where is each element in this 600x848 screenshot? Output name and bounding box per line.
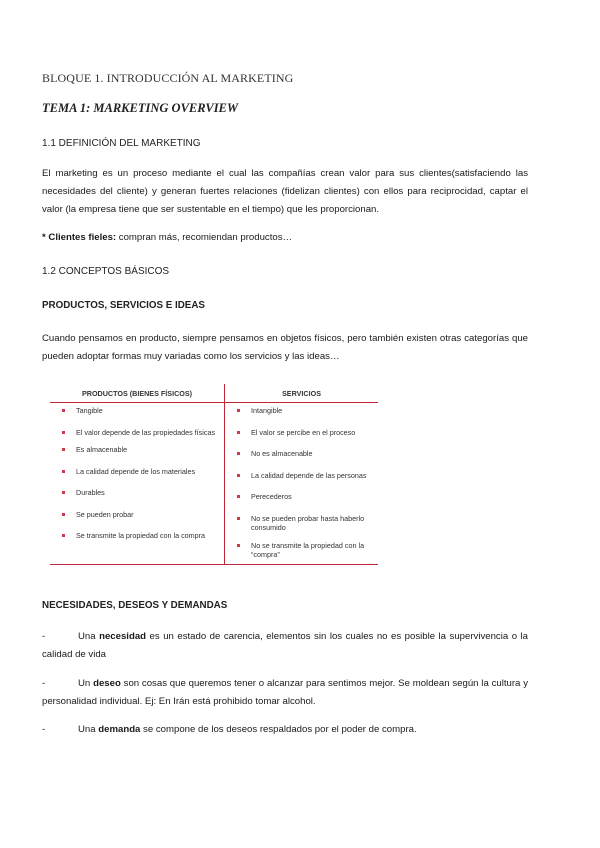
dash-marker: - — [42, 631, 46, 642]
deseo-text: son cosas que queremos tener o alcanzar para sentimos mejor. Se moldean según la cultura y personalidad individual. Ej: En Irán está prohibido tomar alcohol. — [42, 678, 528, 707]
necesidad-pre: Una — [78, 631, 100, 642]
comparison-table — [50, 384, 378, 565]
deseo-pre: Un — [78, 678, 94, 689]
productos-heading: PRODUCTOS, SERVICIOS E IDEAS — [42, 300, 205, 311]
demanda-definition — [42, 721, 528, 739]
dash-marker: - — [42, 724, 46, 735]
table-row — [50, 403, 378, 565]
list-item: El valor se percibe en el proceso — [231, 428, 374, 438]
section-heading-definicion: 1.1 DEFINICIÓN DEL MARKETING — [42, 138, 201, 149]
list-item: No es almacenable — [231, 449, 374, 459]
demanda-text: se compone de los deseos respaldados por el poder de compra. — [140, 724, 417, 735]
list-item: Intangible — [231, 406, 374, 416]
bloque-title: BLOQUE 1. INTRODUCCIÓN AL MARKETING — [42, 71, 294, 85]
section-heading-conceptos: 1.2 CONCEPTOS BÁSICOS — [42, 266, 170, 277]
list-item: Tangible — [56, 406, 220, 416]
list-item: Perecederos — [231, 492, 374, 502]
servicios-cell — [225, 403, 379, 565]
deseo-term: deseo — [93, 678, 121, 689]
table-header-servicios: SERVICIOS — [225, 384, 379, 403]
list-item: Durables — [56, 488, 220, 498]
productos-cell — [50, 403, 225, 565]
necesidad-text: es un estado de carencia, elementos sin los cuales no es posible la supervivencia o la calidad de vida — [42, 631, 528, 660]
list-item: El valor depende de las propiedades físicas — [56, 428, 220, 438]
productos-paragraph: Cuando pensamos en producto, siempre pensamos en objetos físicos, pero también existen otras categorías que pueden adoptar formas muy variadas como los servicios y las ideas… — [42, 333, 528, 362]
list-item: No se transmite la propiedad con la “compra” — [231, 541, 374, 560]
table-header-row — [50, 384, 378, 403]
servicios-list — [231, 406, 374, 560]
necesidad-term: necesidad — [99, 631, 147, 642]
list-item: La calidad depende de las personas — [231, 471, 374, 481]
list-item: No se pueden probar hasta haberlo consumido — [231, 514, 374, 533]
dash-marker: - — [42, 678, 46, 689]
definicion-paragraph: El marketing es un proceso mediante el cual las compañías crean valor para sus clientes(satisfaciendo las necesidades del cliente) y generan fuertes relaciones (fidelizan clientes) con ellos para reciprocidad, captar el valor (la empresa tiene que ser sustentable en el tiempo) que les proporcionan. — [42, 168, 528, 215]
list-item: La calidad depende de los materiales — [56, 467, 220, 477]
list-item: Se pueden probar — [56, 510, 220, 520]
necesidad-definition — [42, 628, 528, 664]
table-header-productos: PRODUCTOS (BIENES FÍSICOS) — [50, 384, 225, 403]
deseo-definition — [42, 675, 528, 711]
necesidades-heading: NECESIDADES, DESEOS Y DEMANDAS — [42, 600, 228, 611]
productos-list — [56, 406, 220, 541]
tema-title: TEMA 1: MARKETING OVERVIEW — [42, 101, 239, 115]
clientes-fieles-note — [42, 229, 528, 247]
demanda-pre: Una — [78, 724, 99, 735]
list-item: Se transmite la propiedad con la compra — [56, 531, 220, 541]
demanda-term: demanda — [98, 724, 141, 735]
list-item: Es almacenable — [56, 445, 220, 455]
clientes-fieles-label: * Clientes fieles: — [42, 232, 117, 243]
clientes-fieles-text: compran más, recomiendan productos… — [116, 232, 293, 243]
